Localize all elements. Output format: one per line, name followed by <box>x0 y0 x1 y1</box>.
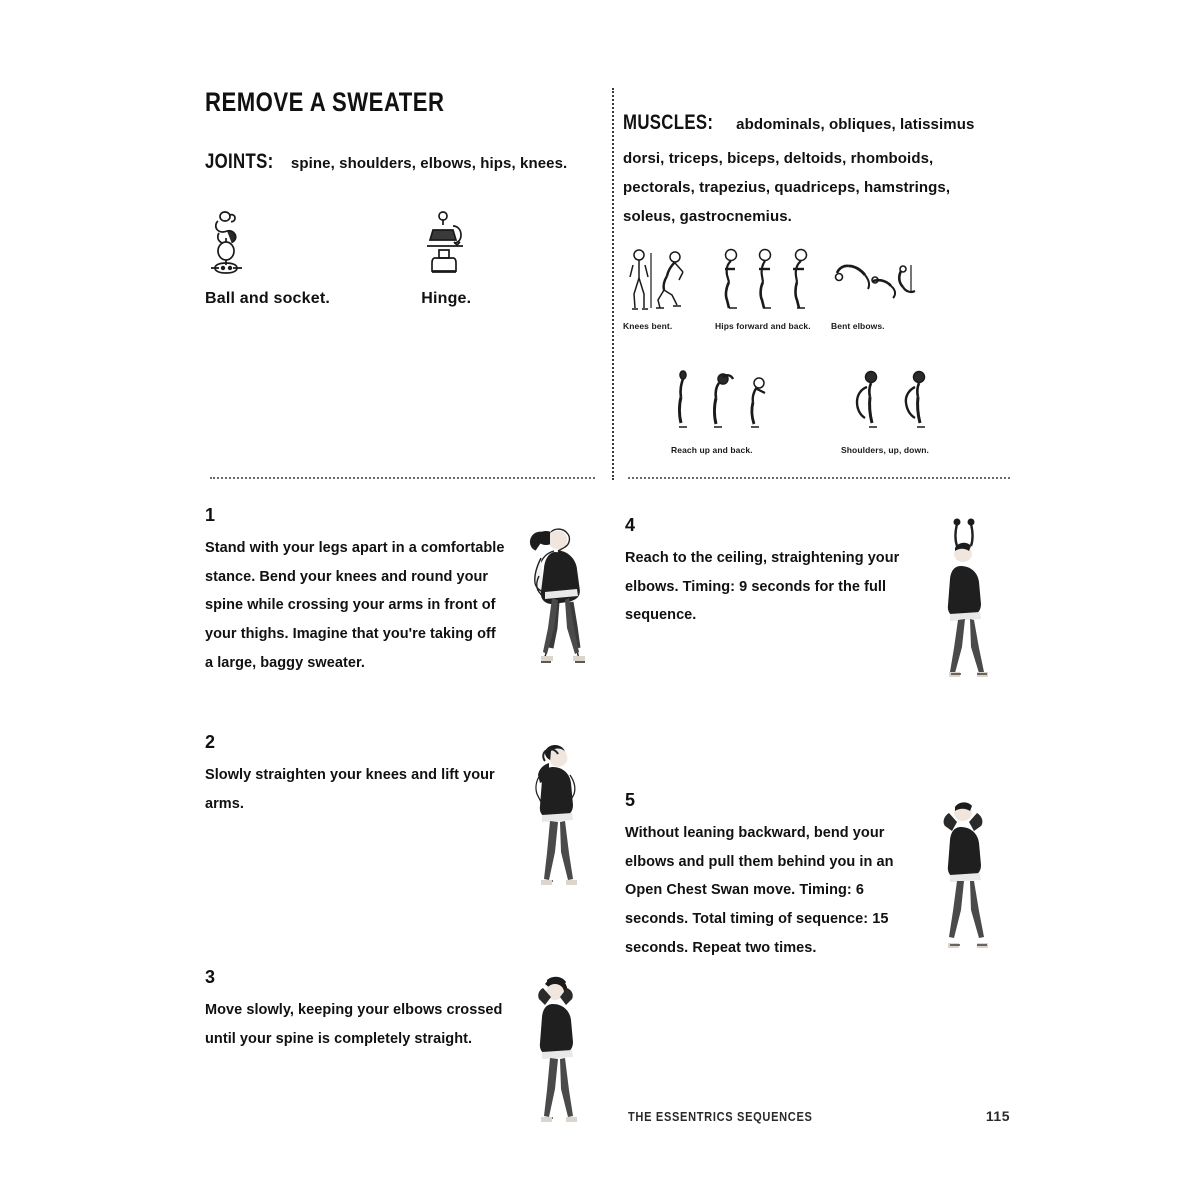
footer-title: THE ESSENTRICS SEQUENCES <box>628 1109 813 1124</box>
footer-page-number: 115 <box>985 1108 1010 1124</box>
step-2-text-wrap <box>205 733 505 818</box>
step-1-body: Stand with your legs apart in a comfortable stance. Bend your knees and round your spine while crossing your arms in front of your thighs. Imagine that you're taking off a large, baggy sweater. <box>205 540 505 671</box>
ball-and-socket-joint-icon <box>205 206 421 282</box>
steps-section <box>205 500 1010 1143</box>
step-5-number: 5 <box>625 790 636 810</box>
muscles-line <box>623 103 980 232</box>
step-2-body: Slowly straighten your knees and lift your arms. <box>205 767 495 812</box>
header-info-section <box>205 88 1010 478</box>
step-1-number: 1 <box>205 505 216 525</box>
woman-straightening-lifting-arms-photo <box>505 733 601 908</box>
step-2-number: 2 <box>205 732 216 752</box>
joint-diagrams <box>205 206 581 308</box>
woman-standing-elbows-crossed-photo <box>505 968 601 1143</box>
step-4 <box>625 516 1009 691</box>
joints-column <box>205 88 595 478</box>
muscles-column <box>595 88 980 478</box>
figure-caption-hips-forward-and-back: Hips forward and back. <box>715 320 811 331</box>
muscles-text: abdominals, obliques, latissimus dorsi, triceps, biceps, deltoids, rhomboids, pectorals, trapezius, quadriceps, hamstrings, soleus, gastrocnemius. <box>623 116 975 226</box>
figure-group-shoulders-up-down <box>841 365 961 455</box>
step-4-text-wrap <box>625 516 913 630</box>
step-2 <box>205 733 607 908</box>
joint-caption-hinge: Hinge. <box>421 289 472 307</box>
figure-caption-reach-up-and-back: Reach up and back. <box>671 444 753 455</box>
step-1 <box>205 506 607 681</box>
step-5-body: Without leaning backward, bend your elbows and pull them behind you in an Open Chest Swan move. Timing: 6 seconds. Total timing of sequence: 15 seconds. Repeat two times. <box>625 825 894 956</box>
step-5-text-wrap <box>625 791 913 963</box>
woman-reaching-to-ceiling-photo <box>913 516 1009 691</box>
figure-group-bent-elbows <box>831 247 931 331</box>
woman-open-chest-swan-photo <box>913 791 1009 966</box>
figure-caption-knees-bent: Knees bent. <box>623 320 673 331</box>
joints-line <box>205 146 581 178</box>
joints-text: spine, shoulders, elbows, hips, knees. <box>286 155 568 173</box>
figure-group-knees-bent <box>623 247 715 331</box>
figure-group-reach-up-and-back <box>671 365 799 455</box>
muscles-label: MUSCLES: <box>623 111 714 134</box>
step-5 <box>625 791 1009 966</box>
step-3-text-wrap <box>205 968 505 1053</box>
joint-diagram-hinge <box>421 206 581 308</box>
step-3-number: 3 <box>205 967 216 987</box>
page-title: REMOVE A SWEATER <box>205 87 445 117</box>
muscle-figures-row-2 <box>623 365 980 455</box>
step-1-text-wrap <box>205 506 505 678</box>
joint-caption-ball-and-socket: Ball and socket. <box>205 289 331 307</box>
figure-caption-bent-elbows: Bent elbows. <box>831 320 885 331</box>
step-3 <box>205 968 607 1143</box>
steps-column-right <box>607 500 1009 1143</box>
figure-group-hips-forward-and-back <box>715 247 831 331</box>
joint-diagram-ball-and-socket <box>205 206 421 308</box>
woman-bending-forward-arms-crossed-photo <box>505 506 601 681</box>
step-4-number: 4 <box>625 515 636 535</box>
muscle-figures-row-1 <box>623 247 980 331</box>
page-footer <box>628 1108 1010 1124</box>
hinge-joint-icon <box>421 206 581 282</box>
steps-column-left <box>205 500 607 1143</box>
joints-label: JOINTS: <box>205 150 274 174</box>
step-3-body: Move slowly, keeping your elbows crossed until your spine is completely straight. <box>205 1002 503 1047</box>
step-4-body: Reach to the ceiling, straightening your elbows. Timing: 9 seconds for the full sequence. <box>625 550 900 624</box>
figure-caption-shoulders-up-down: Shoulders, up, down. <box>841 444 929 455</box>
